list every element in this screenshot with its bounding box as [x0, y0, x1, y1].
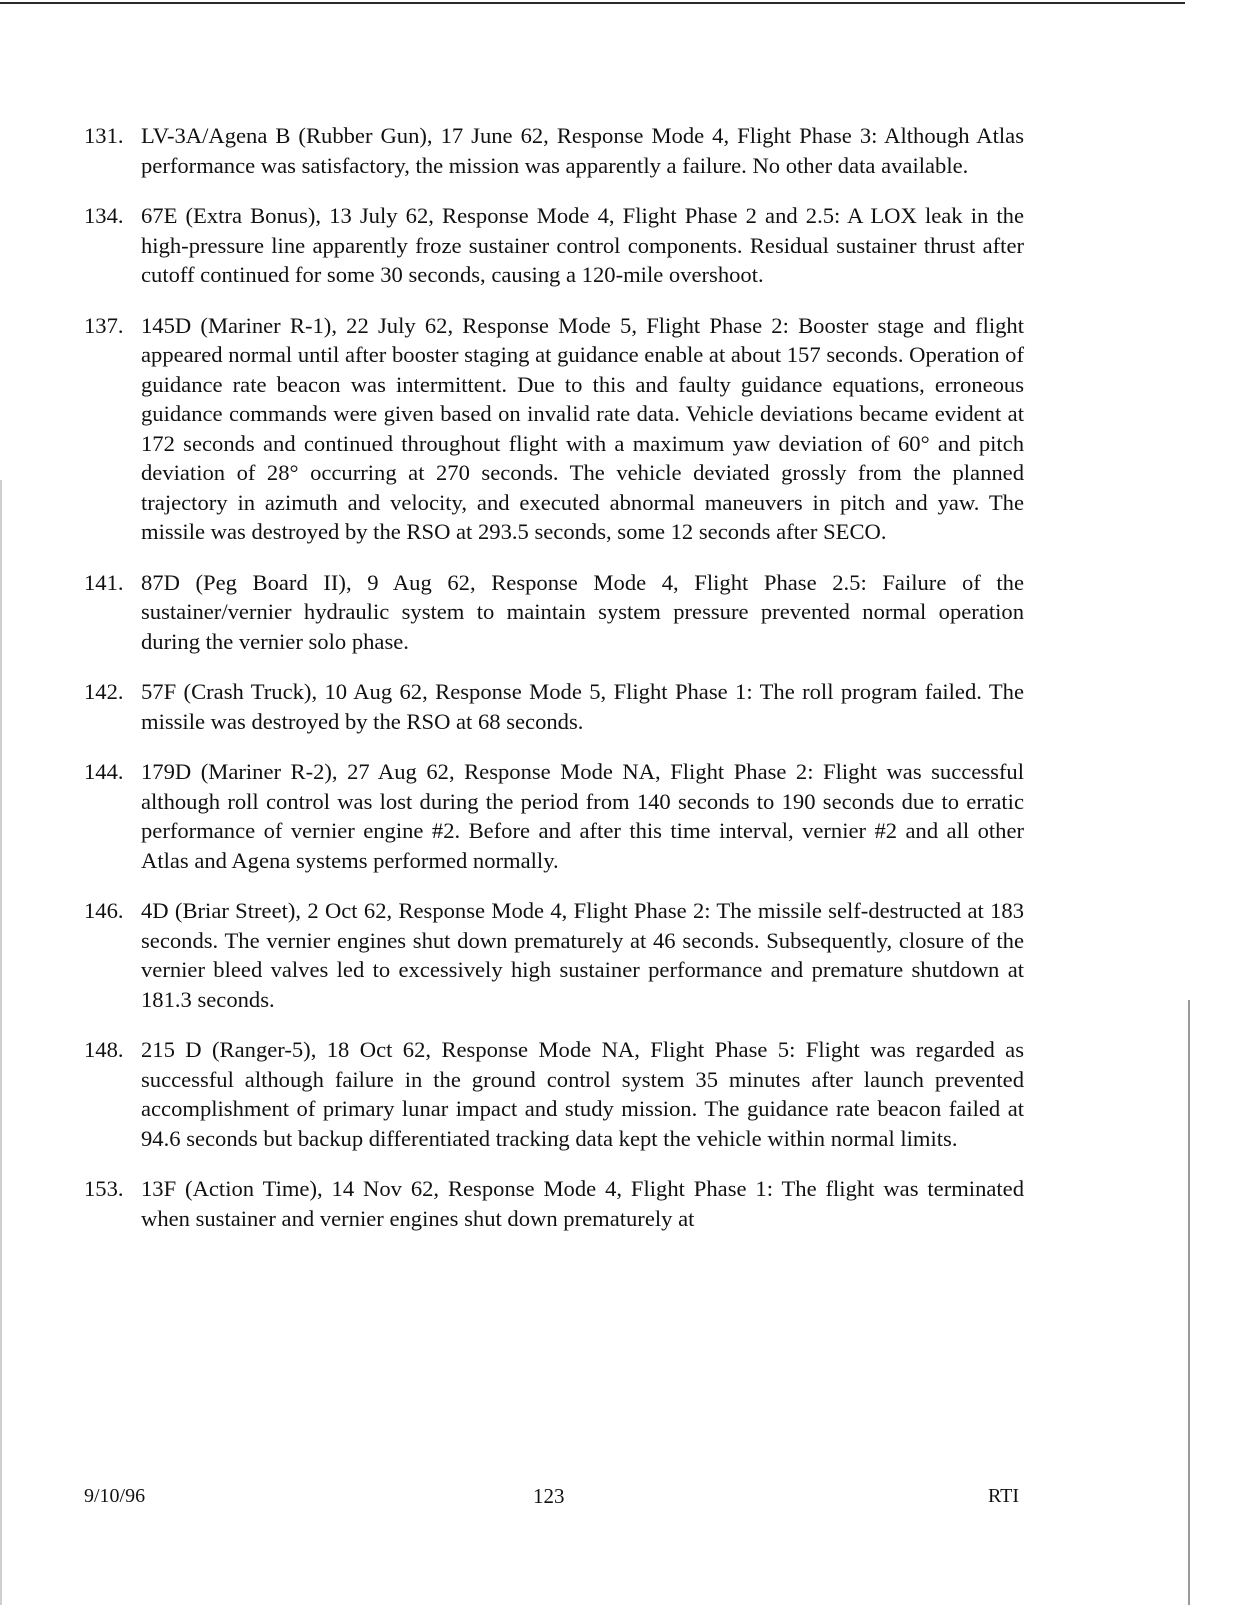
- entry-text: 215 D (Ranger-5), 18 Oct 62, Response Mode NA, Flight Phase 5: Flight was regarded as successful although failure in the ground control system 35 minutes after launch prevented accomplishment of primary lunar impact and study mission. The guidance rate beacon failed at 94.6 seconds but backup differentiated tracking data kept the vehicle within normal limits.: [141, 1037, 1024, 1151]
- flight-entry: [84, 201, 1024, 290]
- entry-text: 145D (Mariner R-1), 22 July 62, Response Mode 5, Flight Phase 2: Booster stage and flight appeared normal until after booster staging at guidance enable at about 157 seconds. Operation of guidance rate beacon was intermittent. Due to this and faulty guidance equations, erroneous guidance commands were given based on invalid rate data. Vehicle deviations became evident at 172 seconds and continued throughout flight with a maximum yaw deviation of 60° and pitch deviation of 28° occurring at 270 seconds. The vehicle deviated grossly from the planned trajectory in azimuth and velocity, and executed abnormal maneuvers in pitch and yaw. The missile was destroyed by the RSO at 293.5 seconds, some 12 seconds after SECO.: [141, 312, 1024, 544]
- entry-number: 137.: [84, 312, 124, 338]
- entry-text: 87D (Peg Board II), 9 Aug 62, Response Mode 4, Flight Phase 2.5: Failure of the sustainer/vernier hydraulic system to maintain system pressure prevented normal operation during the vernier solo phase.: [141, 569, 1024, 654]
- entry-text: 57F (Crash Truck), 10 Aug 62, Response Mode 5, Flight Phase 1: The roll program failed. The missile was destroyed by the RSO at 68 seconds.: [141, 679, 1024, 734]
- entry-number: 131.: [84, 123, 124, 148]
- flight-entry: [84, 677, 1024, 736]
- entry-text: 179D (Mariner R-2), 27 Aug 62, Response Mode NA, Flight Phase 2: Flight was successful although roll control was lost during the period from 140 seconds to 190 seconds due to erratic performance of vernier engine #2. Before and after this time interval, vernier #2 and all other Atlas and Agena systems performed normally.: [141, 759, 1024, 873]
- entry-number: 142.: [84, 679, 124, 704]
- entry-text: LV-3A/Agena B (Rubber Gun), 17 June 62, Response Mode 4, Flight Phase 3: Although Atlas performance was satisfactory, the mission was apparently a failure. No other data available.: [141, 123, 1024, 178]
- entry-number: 146.: [84, 898, 124, 923]
- footer-organization: RTI: [988, 1485, 1020, 1507]
- top-border-line: [0, 2, 1185, 4]
- entry-text: 67E (Extra Bonus), 13 July 62, Response Mode 4, Flight Phase 2 and 2.5: A LOX leak in the high-pressure line apparently froze sustainer control components. Residual sustainer thrust after cutoff continued for some 30 seconds, causing a 120-mile overshoot.: [141, 203, 1024, 287]
- flight-entry: [84, 1174, 1024, 1233]
- flight-entry: [84, 896, 1024, 1014]
- entry-text: 13F (Action Time), 14 Nov 62, Response Mode 4, Flight Phase 1: The flight was terminated when sustainer and vernier engines shut down prematurely at: [141, 1176, 1024, 1231]
- entry-number: 144.: [84, 759, 124, 784]
- flight-entry: [84, 568, 1024, 657]
- entry-number: 153.: [84, 1176, 124, 1201]
- entry-number: 141.: [84, 569, 124, 595]
- left-scan-edge: [0, 480, 2, 1605]
- flight-entry: [84, 121, 1024, 180]
- flight-entry: [84, 311, 1024, 547]
- page-number: 123: [533, 1484, 565, 1508]
- flight-entry: [84, 1035, 1024, 1153]
- entry-text: 4D (Briar Street), 2 Oct 62, Response Mode 4, Flight Phase 2: The missile self-destructed at 183 seconds. The vernier engines shut down prematurely at 46 seconds. Subsequently, closure of the vernier bleed valves led to excessively high sustainer performance and premature shutdown at 181.3 seconds.: [141, 898, 1024, 1012]
- entry-number: 134.: [84, 203, 124, 228]
- flight-entries-list: [84, 121, 1024, 1254]
- footer-date: 9/10/96: [84, 1485, 146, 1507]
- right-scan-edge: [1188, 1000, 1190, 1605]
- flight-entry: [84, 757, 1024, 875]
- entry-number: 148.: [84, 1037, 124, 1062]
